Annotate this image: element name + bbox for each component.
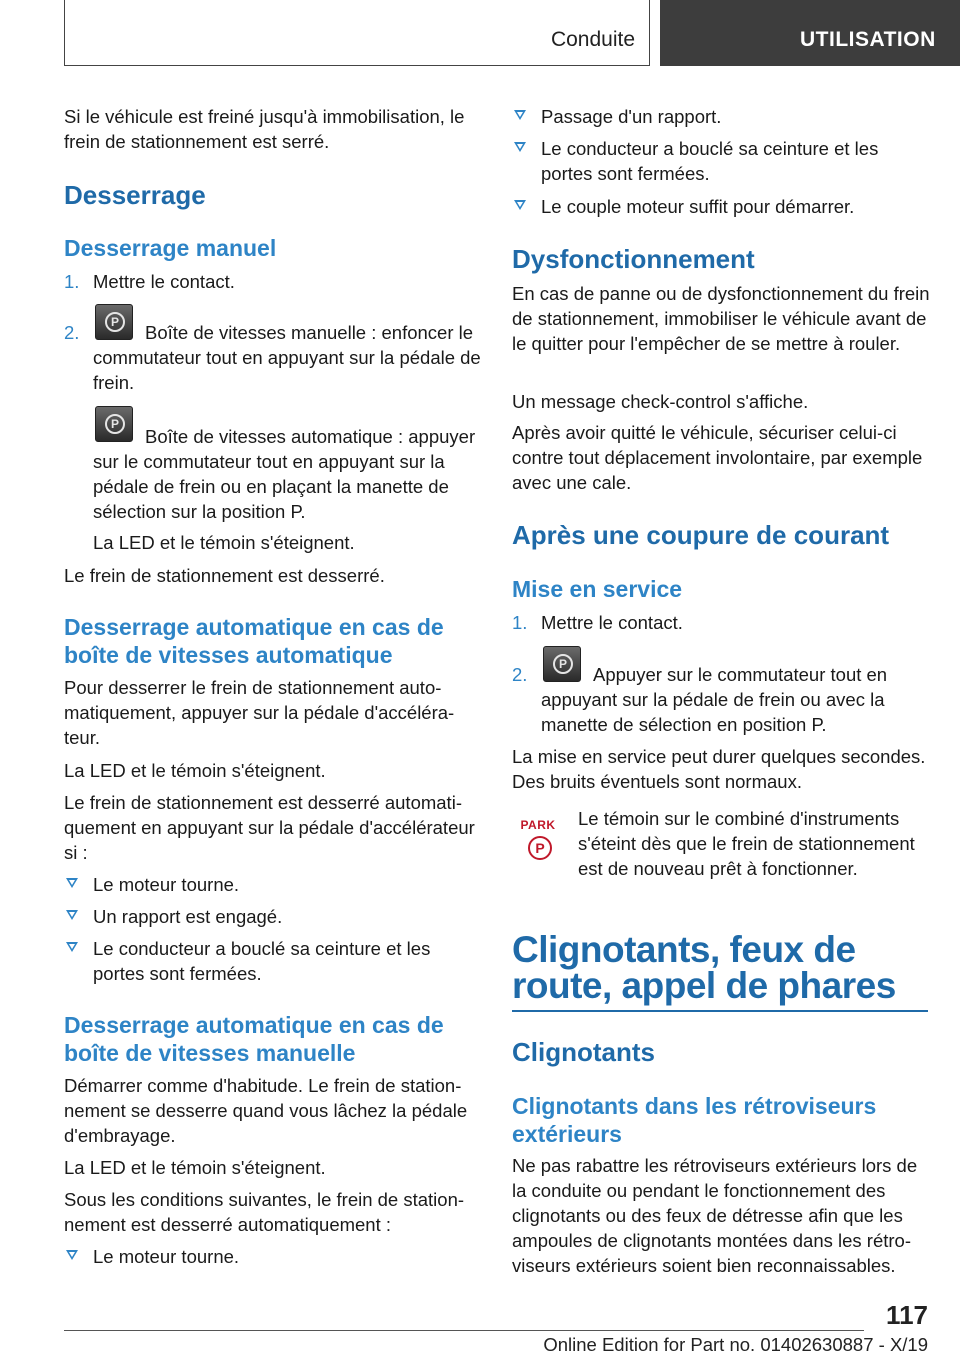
step-2-led-text: La LED et le témoin s'éteignent. [93, 532, 355, 553]
step-1-number: 1. [64, 271, 80, 292]
bullet-triangle-icon [66, 878, 78, 888]
step-2-auto-text: Boîte de vitesses automatique : appuyer sur le commutateur tout en appuyant sur la pédale de frein ou en plaçant la manette de sélection sur la position P. [93, 426, 476, 522]
bva-paragraph-2: La LED et le témoin s'éteignent. [64, 760, 326, 781]
heading-dysfonctionnement: Dysfonctionnement [512, 244, 755, 274]
dysf-paragraph-3: Après avoir quitté le véhicule, sécuriser celui-ci contre tout déplacement involontaire, par exemple avec une cale. [512, 422, 923, 493]
heading-underline [512, 1010, 928, 1012]
header-section-tab [64, 0, 650, 66]
step-2-number: 2. [64, 322, 80, 343]
bvm-paragraph-1: Démarrer comme d'habitude. Le frein de stationnement se desserre quand vous lâchez la pédale d'embrayage. [64, 1075, 468, 1146]
desserrage-end-text: Le frein de stationnement est desserré. [64, 565, 385, 586]
bva-paragraph-1: Pour desserrer le frein de stationnement automatiquement, appuyer sur la pédale d'accélérateur. [64, 677, 455, 748]
park-warning-text: Le témoin sur le combiné d'instruments s'éteint dès que le frein de stationnement est de nouveau prêt à fonctionner. [578, 808, 915, 879]
heading-mise-en-service: Mise en service [512, 576, 683, 602]
dysf-paragraph-2: Un message check-control s'affiche. [512, 391, 809, 412]
heading-coupure: Après une coupure de courant [512, 520, 890, 550]
footer-edition: Online Edition for Part no. 01402630887 - X/19 [543, 1334, 928, 1355]
bullet-triangle-icon [514, 142, 526, 152]
intro-paragraph: Si le véhicule est freiné jusqu'à immobilisation, le frein de stationnement est serré. [64, 106, 465, 152]
heading-auto-bvm: Desserrage automatique en cas de boîte de vitesses manuelle [64, 1012, 444, 1066]
header-chapter-title: UTILISATION [800, 28, 936, 51]
service-step-2-text: Appuyer sur le commutateur tout en appuyant sur la pédale de frein ou avec la manette de sélection en position P. [541, 664, 888, 735]
bullet-triangle-icon [66, 1250, 78, 1260]
dysf-paragraph-1: En cas de panne ou de dysfonctionnement du frein de stationnement, immobiliser le véhicule avant de le quitter pour l'empêcher de se mettre à rouler. [512, 283, 930, 354]
heading-retroviseurs: Clignotants dans les rétroviseurs extérieurs [512, 1093, 877, 1147]
service-paragraph: La mise en service peut durer quelques secondes. Des bruits éventuels sont normaux. [512, 746, 926, 792]
heading-clignotants-feux: Clignotants, feux de route, appel de phares [512, 929, 896, 1006]
bva-paragraph-3: Le frein de stationnement est desserré automatiquement en appuyant sur la pédale d'accélérateur si : [64, 792, 475, 863]
bullet-triangle-icon [66, 942, 78, 952]
parking-brake-button-icon: P [95, 304, 133, 340]
heading-desserrage: Desserrage [64, 180, 206, 210]
parking-brake-button-icon: P [543, 646, 581, 682]
bullet-triangle-icon [514, 200, 526, 210]
bullet-triangle-icon [66, 910, 78, 920]
heading-auto-bva: Desserrage automatique en cas de boîte de vitesses automatique [64, 614, 444, 668]
heading-desserrage-manuel: Desserrage manuel [64, 235, 277, 261]
parking-brake-button-icon: P [95, 406, 133, 442]
header-chapter-tab [660, 0, 960, 66]
step-1-text: Mettre le contact. [93, 271, 235, 292]
bvm-paragraph-2: La LED et le témoin s'éteignent. [64, 1157, 326, 1178]
step-2-manual-text: Boîte de vitesses manuelle : enfoncer le commutateur tout en appuyant sur la pédale de frein. [93, 322, 481, 393]
retro-paragraph: Ne pas rabattre les rétroviseurs extérieurs lors de la conduite ou pendant le fonctionnement des clignotants ou des feux de détresse afin que les ampoules de clignotants montées dans les rétroviseurs extérieurs soient bien reconnaissables. [512, 1155, 918, 1276]
bvm-paragraph-3: Sous les conditions suivantes, le frein de stationnement est desserré automatiquement : [64, 1189, 465, 1235]
bullet-triangle-icon [514, 110, 526, 120]
heading-clignotants: Clignotants [512, 1037, 655, 1067]
header-section-title: Conduite [550, 28, 635, 51]
footer-divider [64, 1330, 864, 1331]
page-number: 117 [886, 1300, 928, 1330]
park-warning-icon: PARK P [518, 818, 558, 864]
